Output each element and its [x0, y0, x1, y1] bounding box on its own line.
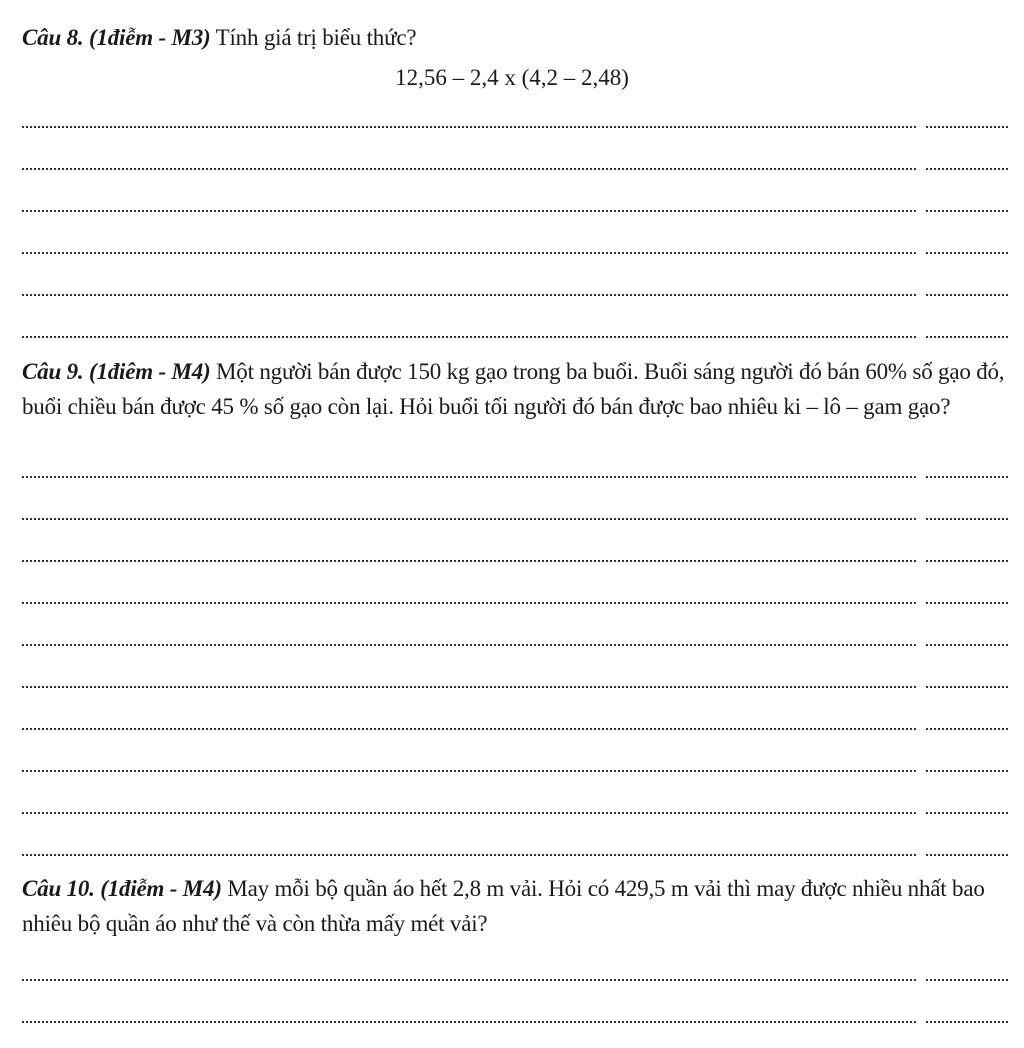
answer-line	[22, 979, 1008, 981]
answer-line	[22, 210, 1008, 212]
answer-line	[22, 770, 1008, 772]
question-9-header: Câu 9. (1điêm - M4)	[22, 359, 211, 384]
answer-line	[22, 560, 1008, 562]
answer-line	[22, 336, 1008, 338]
answer-line	[22, 1021, 1008, 1023]
question-8-expression: 12,56 – 2,4 x (4,2 – 2,48)	[395, 65, 629, 90]
question-9	[22, 354, 1007, 424]
answer-line	[22, 602, 1008, 604]
question-10	[22, 871, 1007, 941]
answer-line	[22, 686, 1008, 688]
question-9-text: Một người bán được 150 kg gạo trong ba buổi. Buổi sáng người đó bán 60% số gạo đó, buổi chiều bán được 45 % số gạo còn lại. Hỏi buổi tối người đó bán được bao nhiêu ki – lô – gam gạo?	[22, 359, 1005, 419]
answer-line	[22, 168, 1008, 170]
answer-line	[22, 252, 1008, 254]
answer-line	[22, 812, 1008, 814]
question-8	[22, 20, 1007, 55]
question-8-header: Câu 8. (1điễm - M3)	[22, 25, 211, 50]
question-10-text: May mỗi bộ quần áo hết 2,8 m vải. Hỏi có 429,5 m vải thì may được nhiều nhất bao nhiêu bộ quần áo như thế và còn thừa mấy mét vải?	[22, 876, 985, 936]
answer-line	[22, 854, 1008, 856]
answer-line	[22, 644, 1008, 646]
question-8-text: Tính giá trị biểu thức?	[210, 25, 417, 50]
answer-line	[22, 476, 1008, 478]
answer-line	[22, 126, 1008, 128]
answer-line	[22, 294, 1008, 296]
answer-line	[22, 518, 1008, 520]
answer-line	[22, 728, 1008, 730]
question-10-header: Câu 10. (1điễm - M4)	[22, 876, 222, 901]
